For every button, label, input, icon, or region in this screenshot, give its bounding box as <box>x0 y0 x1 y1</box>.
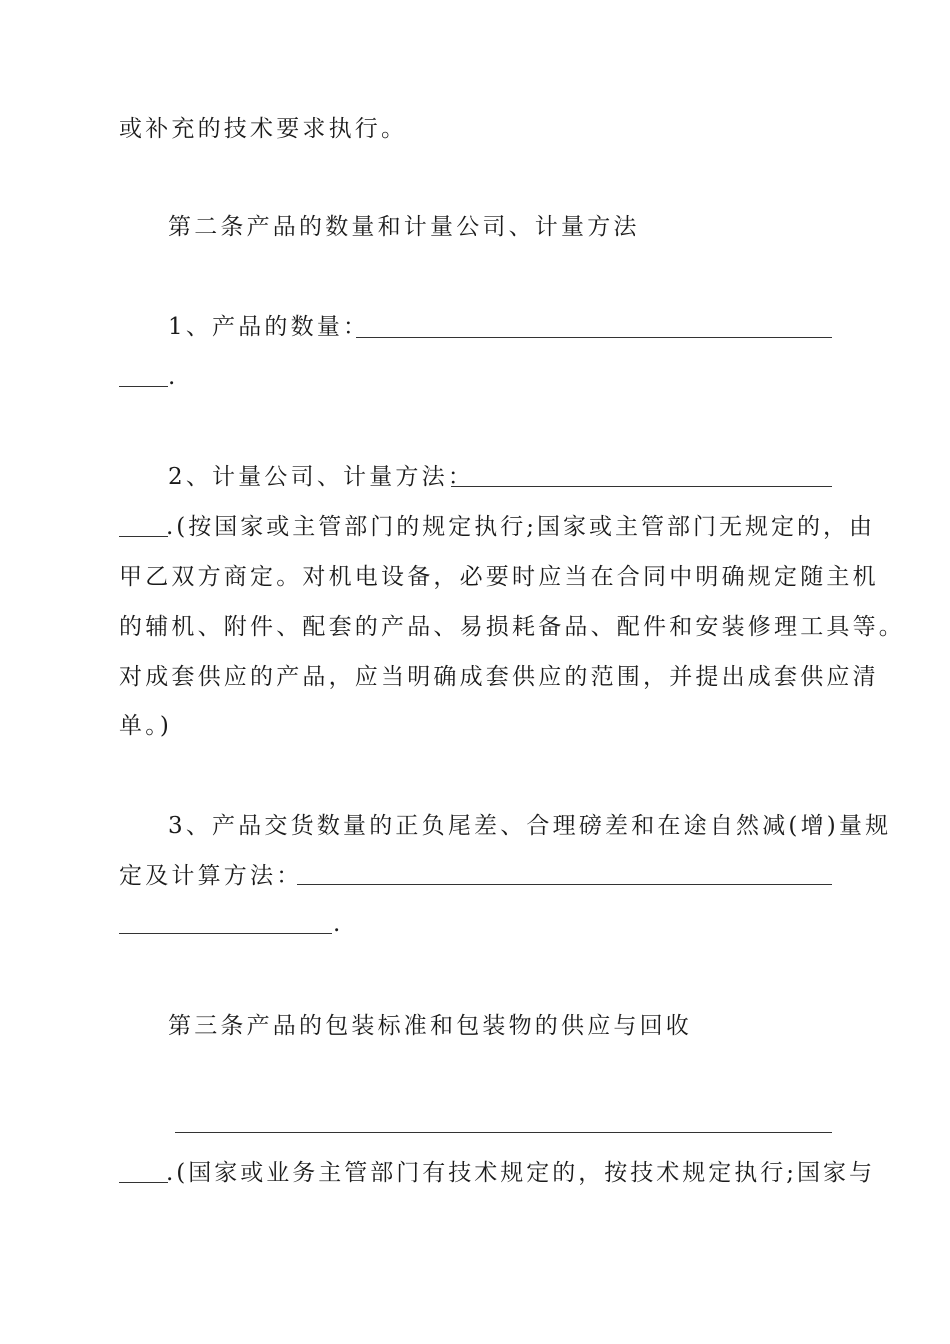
item-1-label: 1、产品的数量： <box>168 314 370 340</box>
article-3-heading: 第三条产品的包装标准和包装物的供应与回收 <box>168 1013 692 1039</box>
article-3-fill-line <box>175 1132 832 1133</box>
article-3-fill-line-cont <box>119 1182 168 1183</box>
item-3-end: . <box>333 911 344 937</box>
article-3-text-line-1: .(国家或业务主管部门有技术规定的，按技术规定执行;国家与 <box>166 1160 876 1186</box>
item-1-fill-line-cont <box>119 386 168 387</box>
item-2-text-line-3: 的辅机、附件、配套的产品、易损耗备品、配件和安装修理工具等。 <box>119 614 905 640</box>
item-2-fill-line-cont <box>119 536 168 537</box>
paragraph-continuation: 或补充的技术要求执行。 <box>119 116 408 142</box>
item-2-text-line-2: 甲乙双方商定。对机电设备，必要时应当在合同中明确规定随主机 <box>119 564 879 590</box>
item-3-fill-line-cont <box>119 933 332 934</box>
item-2-label: 2、计量公司、计量方法： <box>168 464 475 490</box>
item-1-end: . <box>168 364 179 390</box>
item-1-fill-line <box>356 337 832 338</box>
item-2-text-line-5: 单。) <box>119 713 173 739</box>
item-3-label: 定及计算方法： <box>119 863 303 889</box>
item-2-fill-line <box>451 486 832 487</box>
article-2-heading: 第二条产品的数量和计量公司、计量方法 <box>168 214 640 240</box>
item-3-fill-line <box>297 884 832 885</box>
item-3-text-line-1: 3、产品交货数量的正负尾差、合理磅差和在途自然减(增)量规 <box>168 813 892 839</box>
item-2-text-line-4: 对成套供应的产品，应当明确成套供应的范围，并提出成套供应清 <box>119 664 879 690</box>
item-2-text-line-1: .(按国家或主管部门的规定执行;国家或主管部门无规定的，由 <box>166 514 876 540</box>
